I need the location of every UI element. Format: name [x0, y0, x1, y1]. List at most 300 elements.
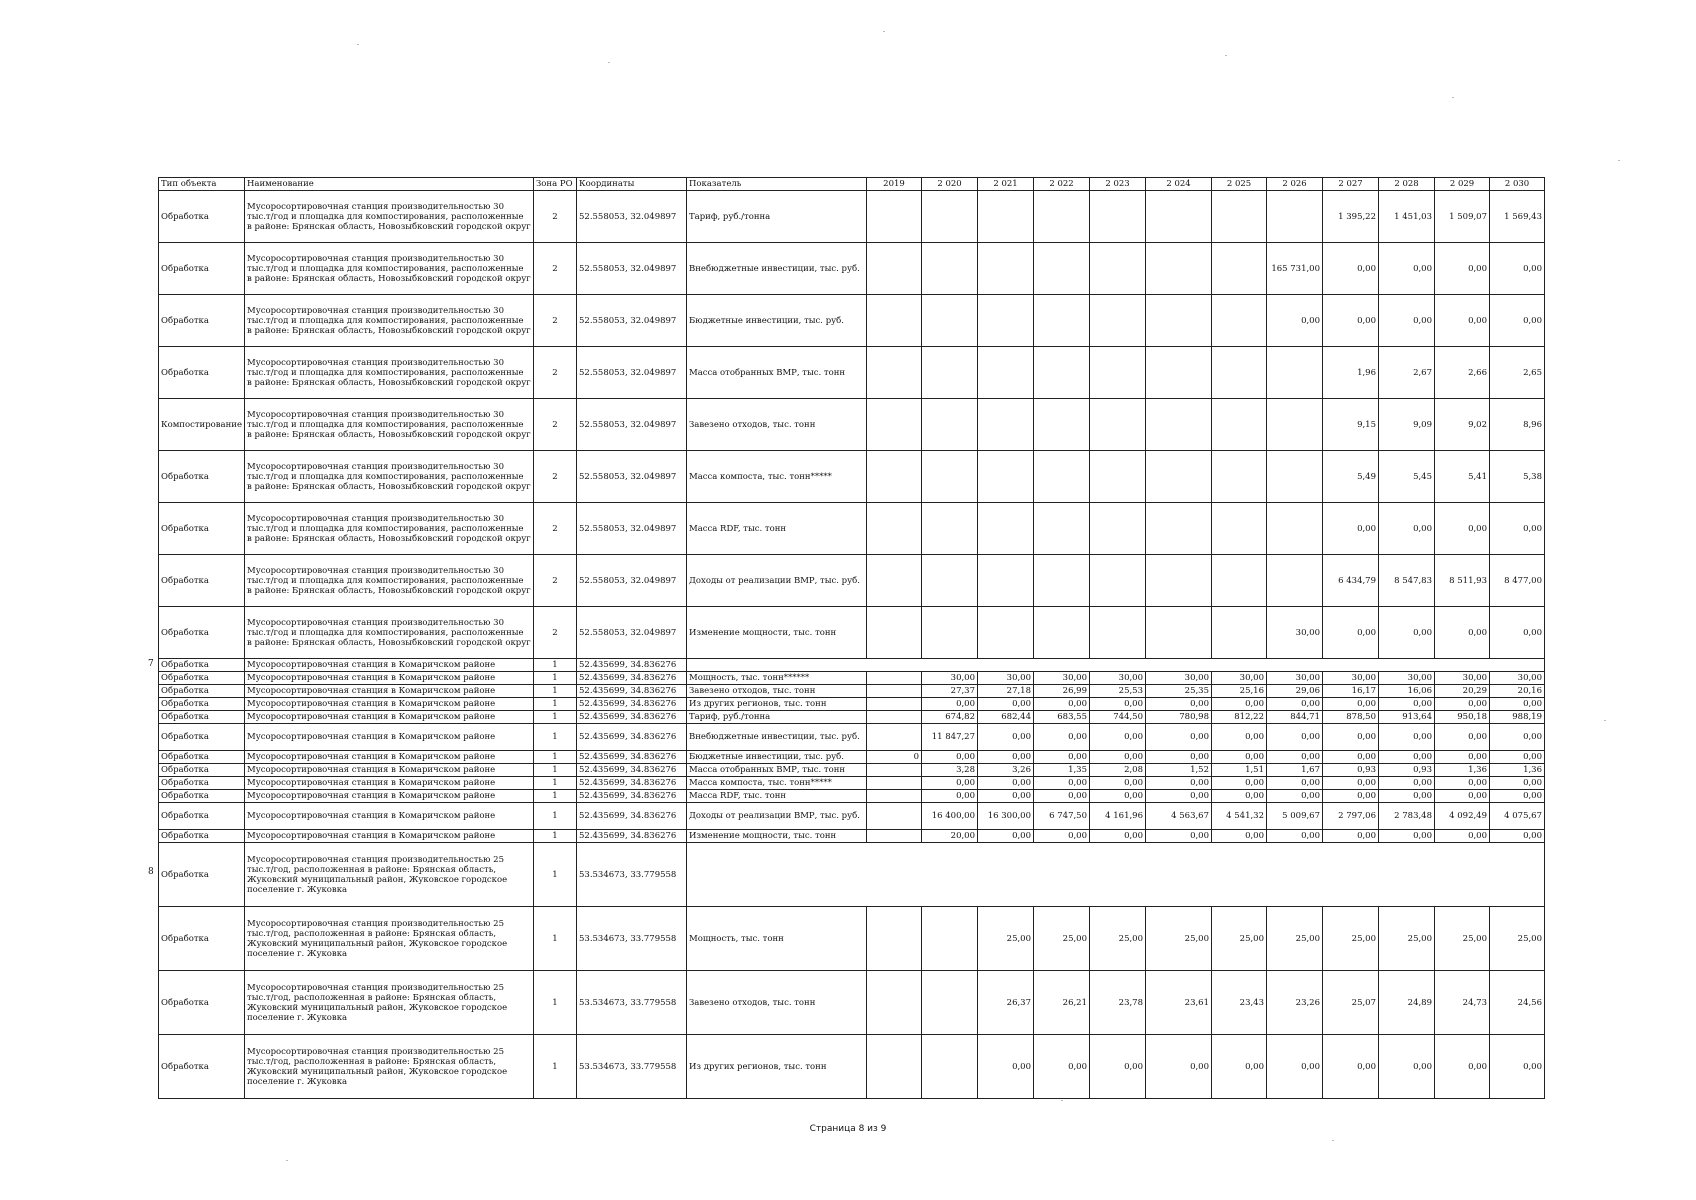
object-type-cell: Обработка — [159, 1035, 245, 1099]
header-cell: 2 023 — [1090, 178, 1146, 191]
value-cell — [1267, 347, 1323, 399]
value-cell — [1034, 347, 1090, 399]
value-cell: 0,00 — [1212, 830, 1267, 843]
header-cell: 2 024 — [1146, 178, 1212, 191]
value-cell — [867, 1035, 922, 1099]
value-cell: 0,00 — [1323, 777, 1379, 790]
value-cell — [1146, 607, 1212, 659]
value-cell: 0,00 — [922, 790, 978, 803]
header-cell: 2 021 — [978, 178, 1034, 191]
value-cell — [1146, 191, 1212, 243]
indicator-cell: Из других регионов, тыс. тонн — [687, 698, 867, 711]
object-type-cell: Обработка — [159, 724, 245, 751]
value-cell: 0,00 — [1034, 830, 1090, 843]
object-name-cell: Мусоросортировочная станция в Комаричском районе — [245, 724, 534, 751]
value-cell — [867, 243, 922, 295]
value-cell: 1,36 — [1490, 764, 1545, 777]
coordinates-cell: 52.435699, 34.836276 — [577, 803, 687, 830]
value-cell: 4 075,67 — [1490, 803, 1545, 830]
row-number-7: 7 — [148, 659, 154, 669]
object-name-cell: Мусоросортировочная станция в Комаричском районе — [245, 698, 534, 711]
value-cell: 1 395,22 — [1323, 191, 1379, 243]
object-type-cell: Обработка — [159, 711, 245, 724]
value-cell: 0,00 — [922, 698, 978, 711]
value-cell: 0,00 — [1435, 607, 1490, 659]
value-cell: 0,00 — [1435, 830, 1490, 843]
value-cell: 20,00 — [922, 830, 978, 843]
value-cell — [1146, 503, 1212, 555]
table-row — [159, 698, 1545, 711]
zone-cell: 2 — [534, 243, 577, 295]
value-cell: 0,00 — [1267, 295, 1323, 347]
value-cell: 2,67 — [1379, 347, 1435, 399]
value-cell — [978, 555, 1034, 607]
value-cell — [1034, 607, 1090, 659]
value-cell: 1,52 — [1146, 764, 1212, 777]
value-cell: 0,00 — [1034, 1035, 1090, 1099]
zone-cell: 1 — [534, 711, 577, 724]
value-cell: 0,00 — [1379, 698, 1435, 711]
value-cell — [1034, 555, 1090, 607]
object-type-cell: Обработка — [159, 803, 245, 830]
table-row — [159, 724, 1545, 751]
value-cell — [867, 764, 922, 777]
value-cell — [1090, 347, 1146, 399]
object-type-cell: Обработка — [159, 764, 245, 777]
table-row — [159, 751, 1545, 764]
value-cell: 5,38 — [1490, 451, 1545, 503]
header-cell: 2 030 — [1490, 178, 1545, 191]
value-cell: 0,00 — [1379, 243, 1435, 295]
indicator-cell: Бюджетные инвестиции, тыс. руб. — [687, 295, 867, 347]
value-cell: 30,00 — [922, 672, 978, 685]
object-name-cell: Мусоросортировочная станция в Комаричском районе — [245, 685, 534, 698]
value-cell — [1146, 243, 1212, 295]
zone-cell: 1 — [534, 1035, 577, 1099]
indicator-cell: Внебюджетные инвестиции, тыс. руб. — [687, 243, 867, 295]
value-cell — [1212, 243, 1267, 295]
object-name-cell: Мусоросортировочная станция производительностью 30 тыс.т/год и площадка для компостирования, расположенные в районе: Брянская область, Новозыбковский городской округ — [245, 191, 534, 243]
indicator-cell: Тариф, руб./тонна — [687, 711, 867, 724]
value-cell — [867, 971, 922, 1035]
value-cell: 0,00 — [1146, 751, 1212, 764]
value-cell — [1267, 451, 1323, 503]
value-cell: 0,00 — [978, 698, 1034, 711]
table-row — [159, 971, 1545, 1035]
value-cell: 0,00 — [1379, 295, 1435, 347]
value-cell: 9,02 — [1435, 399, 1490, 451]
value-cell: 30,00 — [1490, 672, 1545, 685]
object-name-cell: Мусоросортировочная станция в Комаричском районе — [245, 751, 534, 764]
value-cell — [922, 607, 978, 659]
value-cell: 0,00 — [1146, 830, 1212, 843]
value-cell — [1146, 399, 1212, 451]
header-cell: 2 025 — [1212, 178, 1267, 191]
zone-cell: 1 — [534, 698, 577, 711]
zone-cell: 1 — [534, 724, 577, 751]
indicator-cell: Масса компоста, тыс. тонн***** — [687, 451, 867, 503]
value-cell — [1212, 503, 1267, 555]
coordinates-cell: 52.558053, 32.049897 — [577, 451, 687, 503]
coordinates-cell: 52.435699, 34.836276 — [577, 724, 687, 751]
value-cell: 0,00 — [1490, 295, 1545, 347]
value-cell: 0,00 — [1090, 751, 1146, 764]
value-cell: 0,00 — [1323, 243, 1379, 295]
value-cell: 0,00 — [1034, 751, 1090, 764]
header-cell: 2 027 — [1323, 178, 1379, 191]
table-row — [159, 685, 1545, 698]
value-cell: 0,00 — [1212, 698, 1267, 711]
coordinates-cell: 52.558053, 32.049897 — [577, 607, 687, 659]
coordinates-cell: 52.558053, 32.049897 — [577, 347, 687, 399]
object-name-cell: Мусоросортировочная станция производительностью 30 тыс.т/год и площадка для компостирования, расположенные в районе: Брянская область, Новозыбковский городской округ — [245, 399, 534, 451]
value-cell: 2 797,06 — [1323, 803, 1379, 830]
coordinates-cell: 53.534673, 33.779558 — [577, 971, 687, 1035]
zone-cell: 1 — [534, 843, 577, 907]
value-cell: 0,00 — [1379, 830, 1435, 843]
value-cell: 0,00 — [978, 830, 1034, 843]
object-name-cell: Мусоросортировочная станция в Комаричском районе — [245, 830, 534, 843]
value-cell: 25,16 — [1212, 685, 1267, 698]
object-name-cell: Мусоросортировочная станция в Комаричском районе — [245, 803, 534, 830]
value-cell: 2,66 — [1435, 347, 1490, 399]
header-cell: 2 026 — [1267, 178, 1323, 191]
object-type-cell: Обработка — [159, 503, 245, 555]
value-cell — [1146, 451, 1212, 503]
value-cell — [1034, 243, 1090, 295]
object-name-cell: Мусоросортировочная станция производительностью 30 тыс.т/год и площадка для компостирования, расположенные в районе: Брянская область, Новозыбковский городской округ — [245, 295, 534, 347]
value-cell — [1212, 555, 1267, 607]
coordinates-cell: 52.558053, 32.049897 — [577, 295, 687, 347]
value-cell — [867, 803, 922, 830]
value-cell: 0,00 — [1267, 1035, 1323, 1099]
value-cell: 2,08 — [1090, 764, 1146, 777]
table-row — [159, 1035, 1545, 1099]
value-cell: 0,00 — [1435, 243, 1490, 295]
value-cell: 0,00 — [1146, 777, 1212, 790]
indicator-cell: Завезено отходов, тыс. тонн — [687, 971, 867, 1035]
value-cell — [922, 347, 978, 399]
value-cell: 27,37 — [922, 685, 978, 698]
value-cell: 20,29 — [1435, 685, 1490, 698]
value-cell: 26,37 — [978, 971, 1034, 1035]
value-cell — [1034, 399, 1090, 451]
value-cell: 5,49 — [1323, 451, 1379, 503]
value-cell: 0,00 — [978, 751, 1034, 764]
value-cell: 0,00 — [1146, 724, 1212, 751]
object-type-cell: Обработка — [159, 830, 245, 843]
object-name-cell: Мусоросортировочная станция производительностью 30 тыс.т/год и площадка для компостирования, расположенные в районе: Брянская область, Новозыбковский городской округ — [245, 607, 534, 659]
zone-cell: 2 — [534, 607, 577, 659]
table-row — [159, 790, 1545, 803]
table-row — [159, 843, 1545, 907]
value-cell: 0,00 — [1212, 777, 1267, 790]
value-cell — [922, 971, 978, 1035]
value-cell: 30,00 — [1379, 672, 1435, 685]
value-cell: 0,00 — [1379, 790, 1435, 803]
value-cell: 8 477,00 — [1490, 555, 1545, 607]
value-cell: 16,17 — [1323, 685, 1379, 698]
zone-cell: 1 — [534, 790, 577, 803]
value-cell: 0,00 — [1379, 607, 1435, 659]
value-cell: 30,00 — [978, 672, 1034, 685]
value-cell — [1090, 503, 1146, 555]
value-cell: 780,98 — [1146, 711, 1212, 724]
value-cell — [1034, 295, 1090, 347]
value-cell: 0,00 — [1267, 751, 1323, 764]
indicator-cell: Внебюджетные инвестиции, тыс. руб. — [687, 724, 867, 751]
value-cell: 0,00 — [1212, 1035, 1267, 1099]
table-row — [159, 659, 1545, 672]
coordinates-cell: 52.435699, 34.836276 — [577, 830, 687, 843]
value-cell — [867, 191, 922, 243]
value-cell — [867, 347, 922, 399]
header-cell: 2 020 — [922, 178, 978, 191]
table-row — [159, 503, 1545, 555]
value-cell: 25,35 — [1146, 685, 1212, 698]
value-cell — [922, 399, 978, 451]
value-cell: 4 563,67 — [1146, 803, 1212, 830]
indicator-cell: Доходы от реализации ВМР, тыс. руб. — [687, 803, 867, 830]
value-cell: 682,44 — [978, 711, 1034, 724]
indicator-cell: Доходы от реализации ВМР, тыс. руб. — [687, 555, 867, 607]
value-cell: 0,00 — [1379, 777, 1435, 790]
value-cell — [1090, 295, 1146, 347]
object-name-cell: Мусоросортировочная станция производительностью 25 тыс.т/год, расположенная в районе: Брянская область, Жуковский муниципальный район, Жуковское городское поселение г. Жуковка — [245, 907, 534, 971]
value-cell: 0,00 — [1435, 503, 1490, 555]
value-cell — [867, 698, 922, 711]
value-cell: 16 300,00 — [978, 803, 1034, 830]
value-cell — [1146, 347, 1212, 399]
value-cell: 25,00 — [1267, 907, 1323, 971]
value-cell: 4 161,96 — [1090, 803, 1146, 830]
value-cell: 0,00 — [1379, 724, 1435, 751]
indicator-cell: Завезено отходов, тыс. тонн — [687, 685, 867, 698]
value-cell — [867, 451, 922, 503]
value-cell: 683,55 — [1034, 711, 1090, 724]
object-type-cell: Обработка — [159, 451, 245, 503]
object-type-cell: Обработка — [159, 971, 245, 1035]
value-cell — [1034, 503, 1090, 555]
object-type-cell: Обработка — [159, 295, 245, 347]
value-cell: 0,00 — [1034, 724, 1090, 751]
value-cell — [867, 907, 922, 971]
value-cell: 25,00 — [1146, 907, 1212, 971]
value-cell: 8 511,93 — [1435, 555, 1490, 607]
indicator-cell: Бюджетные инвестиции, тыс. руб. — [687, 751, 867, 764]
header-cell: Наименование — [245, 178, 534, 191]
empty-span-cell — [687, 659, 1545, 672]
value-cell — [1034, 191, 1090, 243]
value-cell — [1212, 451, 1267, 503]
value-cell: 0,00 — [1323, 607, 1379, 659]
value-cell — [922, 451, 978, 503]
indicator-cell: Из других регионов, тыс. тонн — [687, 1035, 867, 1099]
value-cell: 0,00 — [978, 777, 1034, 790]
zone-cell: 1 — [534, 672, 577, 685]
value-cell: 0,93 — [1379, 764, 1435, 777]
object-type-cell: Обработка — [159, 777, 245, 790]
value-cell: 1 569,43 — [1490, 191, 1545, 243]
value-cell: 0,00 — [1267, 724, 1323, 751]
value-cell: 0,00 — [1267, 790, 1323, 803]
value-cell: 23,61 — [1146, 971, 1212, 1035]
zone-cell: 1 — [534, 659, 577, 672]
value-cell: 0,00 — [1212, 751, 1267, 764]
value-cell: 844,71 — [1267, 711, 1323, 724]
value-cell: 0,00 — [1490, 724, 1545, 751]
value-cell — [978, 295, 1034, 347]
header-row — [159, 178, 1545, 191]
value-cell: 5 009,67 — [1267, 803, 1323, 830]
value-cell: 0,00 — [1323, 790, 1379, 803]
value-cell: 0,00 — [1267, 777, 1323, 790]
value-cell: 30,00 — [1212, 672, 1267, 685]
value-cell: 0,00 — [1490, 830, 1545, 843]
table-row — [159, 399, 1545, 451]
value-cell: 1 509,07 — [1435, 191, 1490, 243]
value-cell: 23,78 — [1090, 971, 1146, 1035]
object-name-cell: Мусоросортировочная станция производительностью 30 тыс.т/год и площадка для компостирования, расположенные в районе: Брянская область, Новозыбковский городской округ — [245, 555, 534, 607]
value-cell: 30,00 — [1267, 607, 1323, 659]
indicator-cell: Изменение мощности, тыс. тонн — [687, 830, 867, 843]
table-row — [159, 711, 1545, 724]
value-cell — [1034, 451, 1090, 503]
object-type-cell: Обработка — [159, 843, 245, 907]
value-cell — [867, 790, 922, 803]
value-cell: 0,00 — [1323, 830, 1379, 843]
value-cell — [867, 555, 922, 607]
value-cell: 812,22 — [1212, 711, 1267, 724]
value-cell — [867, 724, 922, 751]
coordinates-cell: 53.534673, 33.779558 — [577, 907, 687, 971]
value-cell: 0,00 — [1435, 295, 1490, 347]
value-cell — [978, 399, 1034, 451]
value-cell: 29,06 — [1267, 685, 1323, 698]
value-cell — [1267, 399, 1323, 451]
header-cell: Тип объекта — [159, 178, 245, 191]
value-cell: 9,15 — [1323, 399, 1379, 451]
value-cell — [922, 503, 978, 555]
header-cell: Зона РО — [534, 178, 577, 191]
value-cell — [867, 672, 922, 685]
table-row — [159, 830, 1545, 843]
value-cell: 988,19 — [1490, 711, 1545, 724]
zone-cell: 2 — [534, 503, 577, 555]
object-name-cell: Мусоросортировочная станция производительностью 30 тыс.т/год и площадка для компостирования, расположенные в районе: Брянская область, Новозыбковский городской округ — [245, 347, 534, 399]
value-cell: 878,50 — [1323, 711, 1379, 724]
value-cell — [867, 295, 922, 347]
coordinates-cell: 53.534673, 33.779558 — [577, 1035, 687, 1099]
value-cell: 25,53 — [1090, 685, 1146, 698]
value-cell: 30,00 — [1034, 672, 1090, 685]
value-cell — [867, 777, 922, 790]
value-cell: 0,00 — [1379, 751, 1435, 764]
value-cell: 0,00 — [1490, 243, 1545, 295]
zone-cell: 1 — [534, 751, 577, 764]
value-cell: 0,00 — [1435, 751, 1490, 764]
value-cell: 3,28 — [922, 764, 978, 777]
value-cell — [867, 399, 922, 451]
value-cell: 0,00 — [1435, 777, 1490, 790]
object-type-cell: Обработка — [159, 907, 245, 971]
value-cell — [1267, 191, 1323, 243]
value-cell: 1,96 — [1323, 347, 1379, 399]
value-cell: 1 451,03 — [1379, 191, 1435, 243]
value-cell: 11 847,27 — [922, 724, 978, 751]
value-cell: 25,00 — [1435, 907, 1490, 971]
coordinates-cell: 52.435699, 34.836276 — [577, 764, 687, 777]
value-cell: 0,93 — [1323, 764, 1379, 777]
value-cell: 0,00 — [1490, 777, 1545, 790]
page-footer: Страница 8 из 9 — [809, 1124, 887, 1134]
value-cell: 23,43 — [1212, 971, 1267, 1035]
table-row — [159, 607, 1545, 659]
value-cell: 1,35 — [1034, 764, 1090, 777]
value-cell — [1212, 191, 1267, 243]
value-cell: 0,00 — [1267, 698, 1323, 711]
value-cell: 0,00 — [1090, 698, 1146, 711]
value-cell: 1,51 — [1212, 764, 1267, 777]
value-cell: 0,00 — [1090, 777, 1146, 790]
object-name-cell: Мусоросортировочная станция в Комаричском районе — [245, 764, 534, 777]
investment-table — [158, 177, 1545, 1099]
zone-cell: 1 — [534, 803, 577, 830]
value-cell: 0,00 — [1490, 1035, 1545, 1099]
value-cell: 2,65 — [1490, 347, 1545, 399]
object-name-cell: Мусоросортировочная станция в Комаричском районе — [245, 777, 534, 790]
value-cell: 0,00 — [1490, 698, 1545, 711]
object-type-cell: Обработка — [159, 698, 245, 711]
value-cell: 0,00 — [1490, 790, 1545, 803]
value-cell: 0,00 — [978, 724, 1034, 751]
coordinates-cell: 53.534673, 33.779558 — [577, 843, 687, 907]
value-cell — [867, 607, 922, 659]
value-cell: 0,00 — [1435, 790, 1490, 803]
object-name-cell: Мусоросортировочная станция производительностью 25 тыс.т/год, расположенная в районе: Брянская область, Жуковский муниципальный район, Жуковское городское поселение г. Жуковка — [245, 971, 534, 1035]
value-cell: 0,00 — [978, 1035, 1034, 1099]
value-cell: 0,00 — [1323, 698, 1379, 711]
object-name-cell: Мусоросортировочная станция производительностью 30 тыс.т/год и площадка для компостирования, расположенные в районе: Брянская область, Новозыбковский городской округ — [245, 451, 534, 503]
value-cell: 25,00 — [1323, 907, 1379, 971]
value-cell: 0,00 — [1490, 607, 1545, 659]
value-cell: 0,00 — [1435, 724, 1490, 751]
value-cell: 6 434,79 — [1323, 555, 1379, 607]
object-name-cell: Мусоросортировочная станция производительностью 25 тыс.т/год, расположенная в районе: Брянская область, Жуковский муниципальный район, Жуковское городское поселение г. Жуковка — [245, 843, 534, 907]
value-cell: 0,00 — [1323, 1035, 1379, 1099]
value-cell: 25,00 — [1090, 907, 1146, 971]
value-cell: 25,00 — [978, 907, 1034, 971]
value-cell: 0,00 — [1435, 698, 1490, 711]
value-cell: 24,56 — [1490, 971, 1545, 1035]
value-cell: 0,00 — [1090, 724, 1146, 751]
value-cell: 0,00 — [1090, 830, 1146, 843]
value-cell — [922, 1035, 978, 1099]
header-cell: 2 022 — [1034, 178, 1090, 191]
coordinates-cell: 52.435699, 34.836276 — [577, 685, 687, 698]
value-cell: 16 400,00 — [922, 803, 978, 830]
value-cell: 25,00 — [1379, 907, 1435, 971]
value-cell — [1146, 555, 1212, 607]
value-cell — [922, 555, 978, 607]
object-type-cell: Обработка — [159, 672, 245, 685]
zone-cell: 1 — [534, 971, 577, 1035]
value-cell: 674,82 — [922, 711, 978, 724]
table-row — [159, 555, 1545, 607]
table-row — [159, 243, 1545, 295]
value-cell: 0,00 — [1146, 698, 1212, 711]
coordinates-cell: 52.435699, 34.836276 — [577, 751, 687, 764]
